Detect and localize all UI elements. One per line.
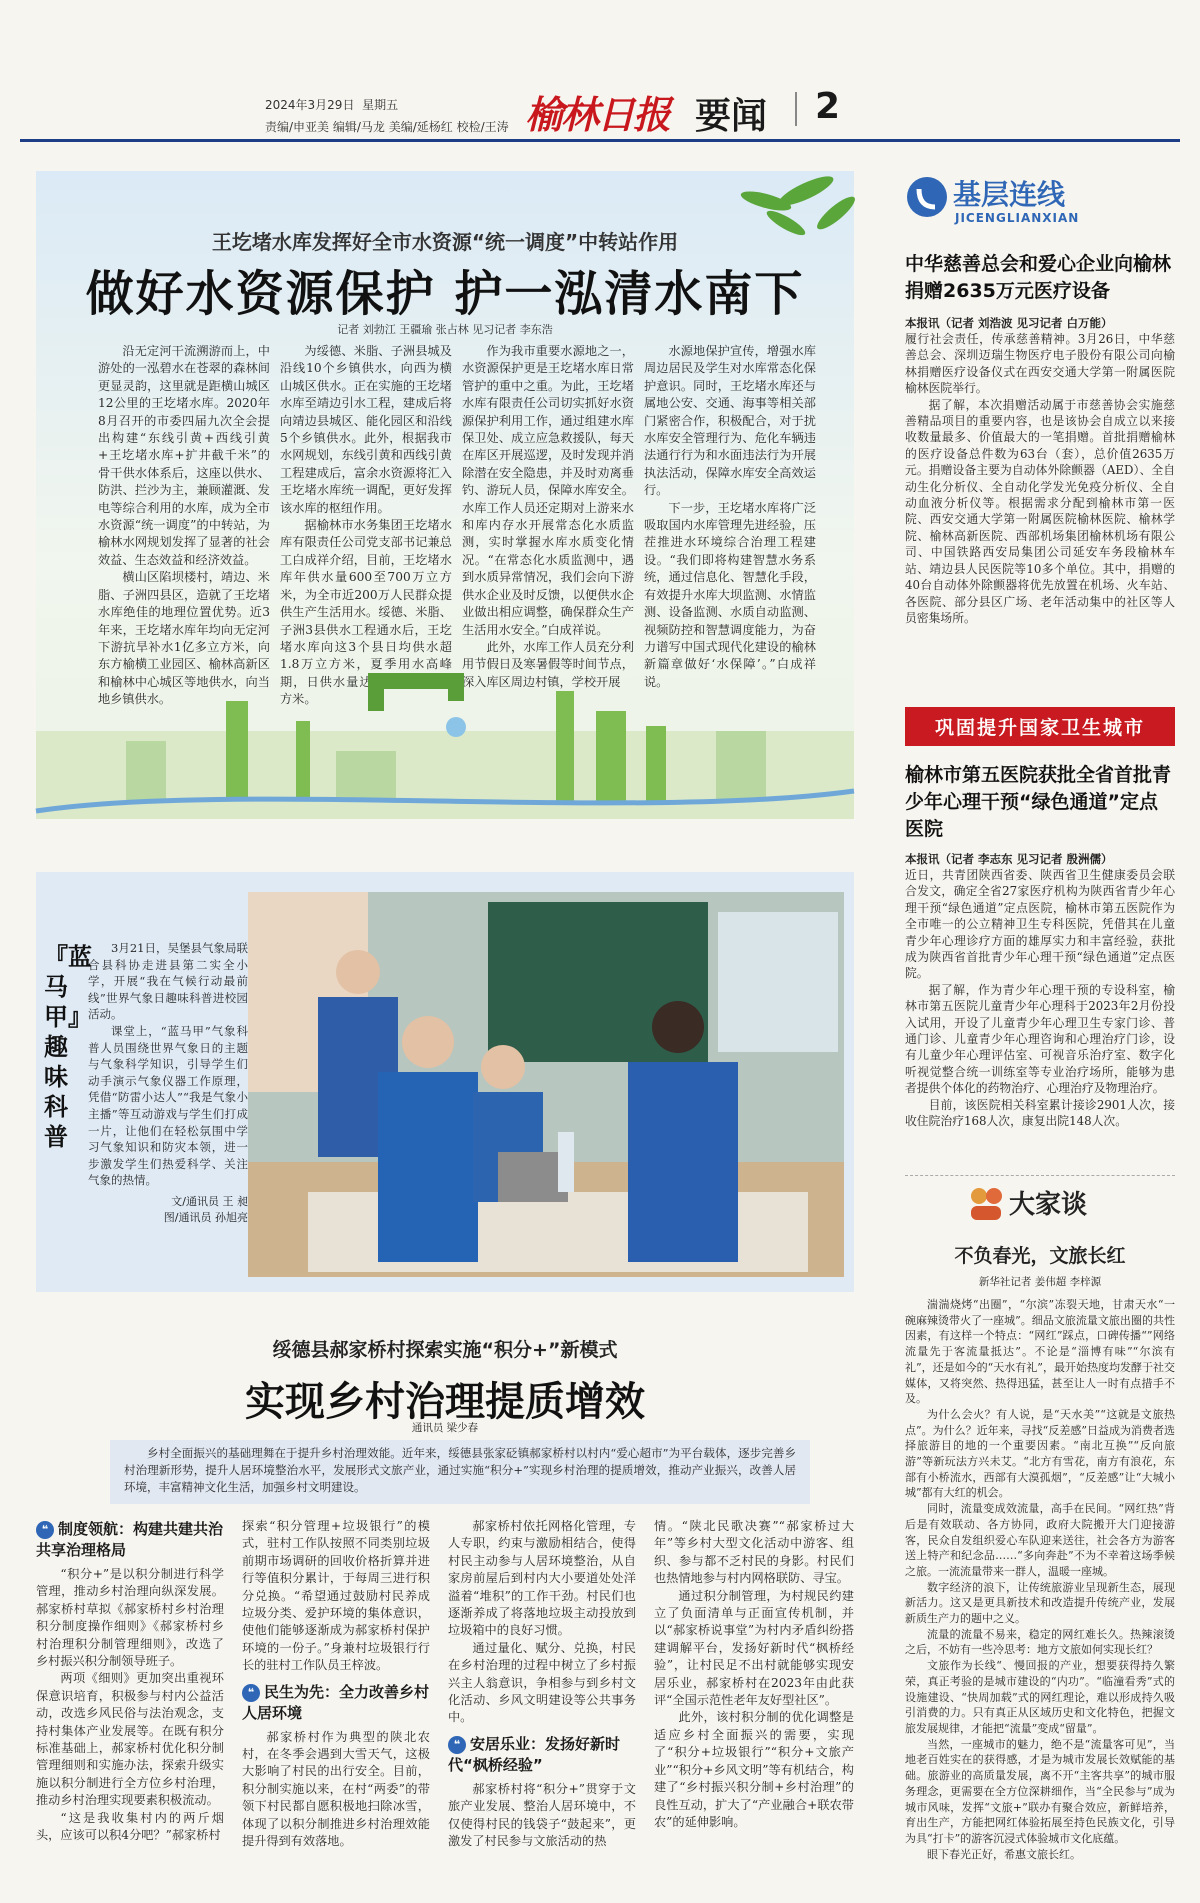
paragraph: 通过量化、赋分、兑换，村民在乡村治理的过程中树立了乡村振兴主人翁意识，争相参与到乡村文化活动、乡风文明建设等公共事务中。 bbox=[448, 1640, 636, 1725]
topic-banner: 巩固提升国家卫生城市 bbox=[905, 707, 1175, 746]
paragraph: 流量的流量不易来，稳定的网红难长久。热辣滚烫之后，不妨有一些冷思考：地方文旅如何实现长红？ bbox=[905, 1627, 1175, 1657]
logo-pinyin: JICENGLIANXIAN bbox=[955, 211, 1080, 225]
article-title: 实现乡村治理提质增效 bbox=[245, 1379, 645, 1425]
paragraph: “这是我收集村内的两斤烟头，应该可以积4分吧？”郝家桥村 bbox=[36, 1810, 224, 1843]
editors: 责编/申亚美 编辑/马龙 美编/延杨红 校检/王涛 bbox=[265, 120, 509, 134]
paragraph: 情。“陕北民歌决赛”“郝家桥过大年”等乡村大型文化活动中游客、组织、参与都不乏村民的身影。村民们也热情地参与村内网格联防、寻宝。 bbox=[654, 1519, 854, 1586]
paragraph: 郝家桥村作为典型的陕北农村，在冬季会遇到大雪天气，这极大影响了村民的出行安全。目前，积分制实施以来，在村“两委”的带领下村民都自愿积极地扫除冰雪，体现了以积分制推进乡村治理效能提升得到有效落地。 bbox=[242, 1729, 430, 1849]
talk-logo-text: 大家谈 bbox=[1009, 1190, 1088, 1220]
faucet-icon bbox=[376, 681, 456, 711]
rural-column-1 bbox=[36, 1518, 224, 1903]
paragraph: 水源地保护宣传，增强水库周边居民及学生对水库常态化保护意识。同时，王圪堵水库还与属地公安、交通、海事等相关部门紧密合作，积极配合，对于扰水库安全管理行为、危化车辆违法通行行为和水面违法行为开展执法活动，保障水库安全高效运行。 bbox=[644, 344, 816, 498]
paragraph: 此外，该村积分制的优化调整是适应乡村全面振兴的需要，实现了“积分+垃圾银行”“积分+文旅产业”“积分+乡风文明”等有机结合，构建了“乡村振兴积分制+乡村治理”的良性互动，扩大了“产业融合+联农带农”的延伸影响。 bbox=[654, 1710, 854, 1829]
paragraph: 通过积分制管理，为村规民约建立了负面清单与正面宣传机制，并以“郝家桥说事堂”为村内矛盾纠纷搭建调解平台，发扬好新时代“枫桥经验”，让村民足不出村就能够实现安居乐业，郝家桥村在2023年由此获评“全国示范性老年友好型社区”。 bbox=[654, 1588, 854, 1708]
weekday: 星期五 bbox=[362, 98, 399, 112]
water-article bbox=[36, 171, 854, 819]
paragraph: 履行社会责任，传承慈善精神。3月26日，中华慈善总会、深圳迈瑞生物医疗电子股份有限公司向榆林捐赠医疗设备仪式在西安交通大学第一附属医院榆林医院举行。 bbox=[905, 332, 1175, 396]
paragraph: 两项《细则》更加突出重视环保意识培育，积极参与村内公益活动，改选乡风民俗与法治观念，支持村集体产业发展等。在既有积分标准基础上，郝家桥村优化积分制管理细则和实施办法，探索升级实施以积分制进行全方位乡村治理，推动乡村治理实现要素积极流动。 bbox=[36, 1671, 224, 1808]
news-title-1: 中华慈善总会和爱心企业向榆林捐赠2635万元医疗设备 bbox=[905, 253, 1172, 302]
feature-vertical-title: 『蓝马甲』趣味科普 bbox=[44, 943, 92, 1151]
section-heading-3 bbox=[448, 1733, 636, 1775]
heading-text: 安居乐业：发扬好新时代“枫桥经验” bbox=[448, 1734, 621, 1774]
rural-headline bbox=[36, 1335, 854, 1425]
news-byline: 本报讯（记者 李志东 见习记者 殷洲儒） bbox=[905, 852, 1113, 866]
paragraph: 横山区陷坝楼村，靖边、米脂、子洲四县区，造就了王圪堵水库绝佳的地理位置优势。近3年来，王圪堵水库年均向无定河下游抗旱补水1亿多立方米，向东方榆横工业园区、榆林高新区和榆林中心城区等地供水，向当地乡镇供水。 bbox=[98, 570, 270, 707]
paper-logo: 榆林日报 bbox=[525, 92, 670, 137]
people-icon bbox=[967, 1184, 1005, 1222]
news-title-2: 榆林市第五医院获批全省首批青少年心理干预“绿色通道”定点医院 bbox=[905, 764, 1172, 840]
paragraph: 近日，共青团陕西省委、陕西省卫生健康委员会联合发文，确定全省27家医疗机构为陕西省青少年心理干预“绿色通道”定点医院，榆林市第五医院作为全市唯一的公立精神卫生专科医院，凭借其在儿童青少年心理诊疗方面的雄厚实力和丰富经验，获批成为陕西省首批青少年心理干预“绿色通道”定点医院。 bbox=[905, 868, 1175, 981]
quote-icon: ❝ bbox=[242, 1684, 260, 1702]
classroom-scene-image bbox=[248, 892, 844, 1277]
classroom-photo bbox=[248, 892, 844, 1277]
paragraph: 探索“积分管理+垃圾银行”的模式，驻村工作队按照不同类别垃圾前期市场调研的回收价格折算并进行等值积分累计，于每周三进行积分兑换。“希望通过鼓励村民养成垃圾分类、爱护环境的集体意识，使他们能够逐渐成为郝家桥村保护环境的一份子。”身兼村垃圾银行行长的驻村工作队员王梓波。 bbox=[242, 1519, 430, 1673]
phone-icon bbox=[905, 175, 949, 219]
section-heading-1 bbox=[36, 1518, 224, 1560]
quote-icon: ❝ bbox=[36, 1521, 54, 1539]
paragraph: 目前，该医院相关科室累计接诊2901人次，接收住院治疗168人次，康复出院148人次。 bbox=[905, 1097, 1175, 1129]
heading-text: 民生为先：全力改善乡村人居环境 bbox=[242, 1682, 430, 1722]
rural-column-3 bbox=[448, 1518, 636, 1903]
paragraph: 作为我市重要水源地之一，水资源保护更是王圪堵水库日常管护的重中之重。为此，王圪堵水库有限责任公司切实抓好水资源保护利用工作，通过组建水库保卫处、成立应急救援队，每天在库区开展巡逻，及时发现并消除潜在安全隐患，并及时劝离垂钓、游玩人员，保障水库安全。水库工作人员还定期对上游来水和库内存水开展常态化水质监测，实时掌握水库水质变化情况。“在常态化水质监测中，遇到水质异常情况，我们会向下游供水企业及时反馈，以便供水企业做出相应调整，确保群众生产生活用水安全。”白成祥说。 bbox=[462, 344, 634, 637]
paragraph: 3月21日，吴堡县气象局联合县科协走进县第二实全小学，开展“我在气候行动最前线”世界气象日趣味科普进校园活动。 bbox=[88, 941, 248, 1022]
credit-photo: 图/通讯员 孙旭亮 bbox=[163, 1210, 248, 1224]
paragraph: 同时，流量变成效流量，高手在民间。“网红热”背后是有效联动、各方协同，政府大院搬开大门迎接游客，民众自发组织爱心车队迎来送往，社会各方为游客送上特产和纪念品……“多向奔赴”不为不幸着这场季候之旅。一流流量带来一群人，温暖一座城。 bbox=[905, 1502, 1175, 1578]
lead-box bbox=[110, 1440, 810, 1504]
news-body-1 bbox=[905, 315, 1175, 685]
text-column-3 bbox=[462, 343, 634, 689]
talk-logo bbox=[905, 1175, 1175, 1227]
section-heading-2 bbox=[242, 1681, 430, 1723]
paragraph: 眼下春光正好，希惠文旅长红。 bbox=[927, 1847, 1081, 1861]
section-title: 要闻 bbox=[695, 96, 768, 137]
byline: 通讯员 梁少春 bbox=[411, 1422, 479, 1434]
paragraph: 据了解，作为青少年心理干预的专设科室，榆林市第五医院儿童青少年心理科于2023年2月份投入试用，开设了儿童青少年心理卫生专家门诊、普通门诊、儿童青少年心理咨询和心理治疗门诊，设有儿童少年心理评估室、可视音乐治疗室、数字化听视觉整合统一训练室等专业治疗场所，能够为患者提供个体化的药物治疗、心理治疗及物理治疗。 bbox=[905, 982, 1175, 1096]
news-byline: 本报讯（记者 刘浩波 见习记者 白万能） bbox=[905, 316, 1113, 330]
paragraph: 此外，水库工作人员充分利用节假日及寒暑假等时间节点，深入库区周边村镇，学校开展 bbox=[462, 639, 634, 689]
rural-column-2 bbox=[242, 1518, 430, 1903]
divider bbox=[795, 92, 797, 126]
masthead bbox=[20, 78, 1180, 142]
text-column-4 bbox=[644, 343, 816, 689]
date: 2024年3月29日 bbox=[265, 98, 355, 112]
logo-text: 基层连线 bbox=[953, 178, 1066, 211]
paragraph: 据榆林市水务集团王圪堵水库有限责任公司党支部书记兼总工白成祥介绍，目前，王圪堵水库年供水量600至700万立方米，为全市近200万人民群众提供生产生活用水。绥德、米脂、子洲3县供水工程通水后，王圪堵水库向这3个县日均供水超1.8万立方米，夏季用水高峰期，日供水量达2.5至2.7万立方米。 bbox=[280, 518, 452, 707]
byline: 记者 刘勃江 王疆瑜 张占林 见习记者 李东浩 bbox=[337, 323, 553, 336]
jiceng-logo bbox=[905, 171, 1175, 233]
text-column-1 bbox=[98, 343, 270, 707]
article-subtitle: 绥德县郝家桥村探索实施“积分+”新模式 bbox=[272, 1339, 618, 1361]
quote-icon: ❝ bbox=[448, 1736, 466, 1754]
paragraph: 数字经济的浪下，让传统旅游业呈现新生态，展现新活力。这又是更具新技术和改造提升传统产业，发展新质生产力的题中之义。 bbox=[905, 1580, 1175, 1626]
heading-text: 制度领航：构建共建共治共享治理格局 bbox=[36, 1520, 224, 1559]
paragraph: 郝家桥村将“积分+”贯穿于文旅产业发展、整治人居环境中，不仅使得村民的钱袋子“鼓起来”，更激发了村民参与文旅活动的热 bbox=[448, 1781, 636, 1849]
rural-column-4 bbox=[654, 1518, 854, 1903]
opinion-body bbox=[905, 1297, 1175, 1861]
article-title: 做好水资源保护 护一泓清水南下 bbox=[85, 266, 805, 322]
paragraph: 下一步，王圪堵水库将广泛吸取国内水库管理先进经验，压茬推进水环境综合治理工程建设。“我们即将构建智慧水务系统，通过信息化、智慧化手段，有效提升水库大坝监测、水情监测、设备监测、水质自动监测、视频防控和智慧调度能力，为奋力谱写中国式现代化建设的榆林新篇章做好‘水保障’。”白成祥说。 bbox=[644, 500, 816, 689]
science-text bbox=[88, 940, 248, 1280]
paragraph: 为什么会火？有人说，是“天水美”“这就是文旅热点”。为什么？近年来，寻找“反差感”日益成为消费者选择旅游目的地的一个重要因素。“南北互换”“反向旅游”等新玩法方兴未艾。“北方有雪花，南方有浪花，东部有小桥流水，西部有大漠孤烟”，“反差感”让“大城小城”都有大红的机会。 bbox=[905, 1407, 1175, 1500]
paragraph: 郝家桥村依托网格化管理，专人专职，约束与激励相结合，使得村民主动参与人居环境整治，从自家房前屋后到村内大小要道处处洋溢着“堆积”的工作干劲。村民们也逐渐养成了将落地垃圾主动投放到垃圾箱中的良好习惯。 bbox=[448, 1519, 636, 1638]
text-column-2 bbox=[280, 343, 452, 707]
article-subtitle: 王圪堵水库发挥好全市水资源“统一调度”中转站作用 bbox=[211, 230, 679, 254]
paragraph: 湍湍烧烤“出圈”，“尔滨”冻裂天地，甘肃天水“一碗麻辣烫带火了一座城”。细品文旅流量文旅出圈的共性因素，有这样一个特点：“网红”踩点，口碑传播“”网络流量先于客流量抵达”。不论是“淄博有味”“尔滨有礼”，还是如今的“天水有礼”，最开始热度均发酵于社交媒体，又将突然、热得迅猛，甚至让人一时有点措手不及。 bbox=[905, 1298, 1175, 1406]
paragraph: 文旅作为长线“、慢回报的产业，想要获得持久繁荣，真正考验的是城市建设的“内功”。“临潼看秀”式的设施建设、“快周加载”式的网红理论，难以形成持久吸引消费的力。只有真正从区域历史和文化特色，把握文旅发展规律，才能把“流量”变成“留量”。 bbox=[905, 1659, 1175, 1735]
credit-text: 文/通讯员 王 昶 bbox=[171, 1194, 248, 1208]
paragraph: “积分+”是以积分制进行科学管理，推动乡村治理向纵深发展。郝家桥村草拟《郝家桥村乡村治理积分制度操作细则》《郝家桥村乡村治理积分制管理细则》，改选了乡村振兴积分制领导班子。 bbox=[36, 1567, 224, 1669]
paragraph: 沿无定河干流溯游而上，中游处的一泓碧水在苍翠的森林间更显灵韵，这里就是距横山城区12公里的王圪堵水库。2020年8月召开的市委四届九次全会提出构建“东线引黄+西线引黄+王圪堵水库+扩井截千米”的骨干供水体系后，这座以供水、防洪、拦沙为主，兼顾灌溉、发电等综合利用的水库，成为全市水资源“统一调度”的中转站，为榆林水网规划发挥了显著的社会效益、生态效益和经济效益。 bbox=[98, 344, 270, 567]
paragraph: 课堂上，“蓝马甲”气象科普人员围绕世界气象日的主题与气象科学知识，引导学生们动手演示气象仪器工作原理，凭借“防雷小达人”“我是气象小主播”等互动游戏与学生们打成一片，让他们在轻松氛围中学习气象知识和防灾本领，进一步激发学生们热爱科学、关注气象的热情。 bbox=[88, 1023, 248, 1188]
page-number: 2 bbox=[815, 86, 841, 127]
opinion-title: 不负春光，文旅长红 bbox=[954, 1245, 1126, 1267]
paragraph: 为绥德、米脂、子洲县城及沿线10个乡镇供水，向西为横山城区供水。正在实施的王圪堵水库至靖边引水工程，建成后将向靖边县城区、能化园区和沿线5个乡镇供水。此外，根据我市水网规划，东线引黄和西线引黄工程建成后，富余水资源将汇入王圪堵水库统一调配，更好发挥该水库的枢纽作用。 bbox=[280, 344, 452, 515]
opinion-byline: 新华社记者 姜伟超 李梓源 bbox=[978, 1276, 1102, 1288]
right-column bbox=[905, 171, 1175, 1861]
city-skyline-illustration bbox=[36, 671, 854, 819]
paragraph: 据了解，本次捐赠活动属于市慈善协会实施慈善精品项目的重要内容，也是该协会自成立以来接收数量最多、价值最大的一笔捐赠。首批捐赠榆林的医疗设备总件数为63台（套），总价值2635万元。捐赠设备主要为自动体外除颤器（AED）、全自动生化分析仪、全自动化学发光免疫分析仪、全自动血液分析仪等。根据需求分配到榆林市第一医院、西安交通大学第一附属医院榆林医院、榆林学院、榆林高新医院、西部机场集团榆林机场有限公司、中国铁路西安局集团公司延安车务段榆林车站、靖边县人民医院等10多个单位。其中，捐赠的40台自动体外除颤器将优先放置在机场、火车站、各医院、部分县区广场、老年活动集中的社区等人员密集场所。 bbox=[905, 397, 1175, 625]
lead-paragraph: 乡村全面振兴的基础理舞在于提升乡村治理效能。近年来，绥德县张家砭镇郝家桥村以村内“爱心超市”为平台载体，逐步完善乡村治理新形势，提升人居环境整治水平，发展形式文旅产业，通过实施“积分+”实现乡村治理的提质增效，推动产业振兴，改善人居环境，丰富精神文化生活，加强乡村文明建设。 bbox=[124, 1446, 796, 1494]
news-body-2 bbox=[905, 851, 1175, 1139]
paragraph: 当然，一座城市的魅力，绝不是“流量客可见”，当地老百姓实在的获得感，才是为城市发展长效赋能的基础。旅游业的高质量发展，离不开“主客共享”的城市服务理念，更需要在全方位深耕细作，当“全民参与”成为城市风味，发挥“文旅+”联办有聚合效应，新鲜培养，育出生产，方能把网红体验拓展至持色民族文化，引导为具“打卡”的游客沉浸式体验城市文化底蕴。 bbox=[905, 1737, 1175, 1845]
issue-date bbox=[265, 96, 398, 113]
